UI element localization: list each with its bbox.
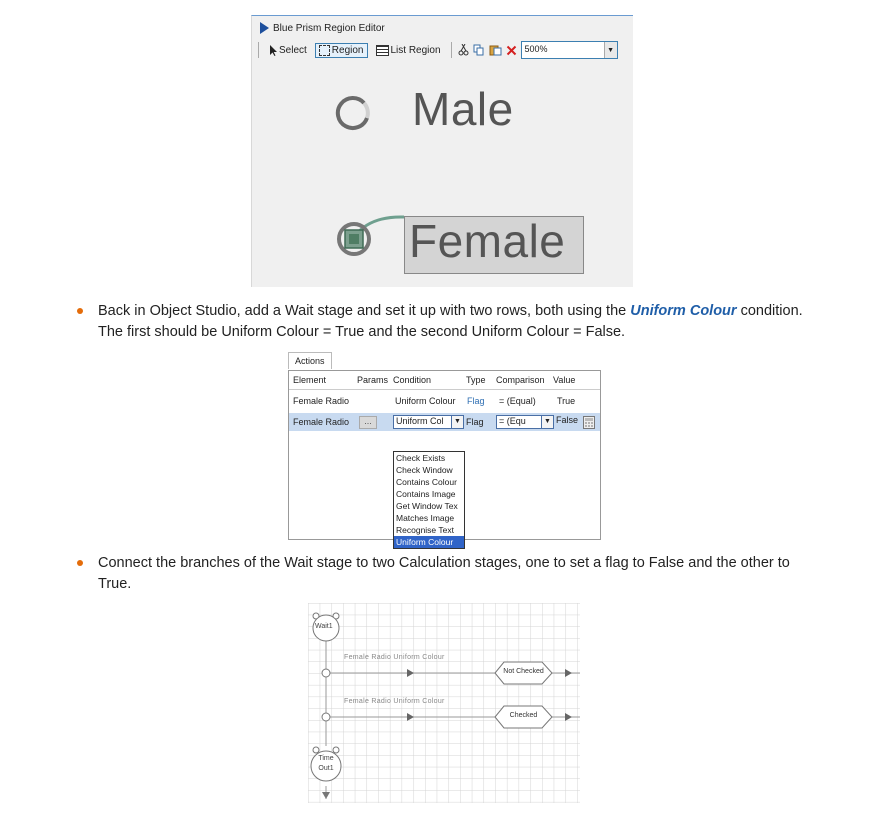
header-type: Type: [466, 375, 486, 385]
timeout-label-line1: Time: [318, 755, 334, 762]
branch-1-label: Female Radio Uniform Colour: [344, 654, 445, 661]
list-item[interactable]: Get Window Tex: [396, 501, 458, 511]
row1-condition: Uniform Colour: [395, 396, 456, 406]
calculator-icon[interactable]: [583, 416, 595, 429]
calc-checked-label: Checked: [509, 712, 538, 719]
condition-dropdown-list[interactable]: [393, 451, 465, 549]
grid-header-row: [289, 371, 600, 390]
actions-grid: [288, 370, 601, 547]
delete-x-icon[interactable]: [506, 45, 517, 56]
row2-comparison: = (Equ: [499, 416, 526, 426]
bullet-1-highlight: Uniform Colour: [630, 303, 737, 319]
header-params: Params: [357, 375, 389, 385]
header-condition: Condition: [393, 375, 432, 385]
list-region-tool-label: List Region: [390, 44, 441, 56]
timeout-label-line2: Out1: [318, 765, 334, 772]
blue-prism-logo-icon: [260, 22, 269, 34]
cut-scissors-icon[interactable]: [458, 44, 469, 56]
list-item-selected[interactable]: Uniform Colour: [394, 536, 464, 548]
region-editor-titlebar: [260, 22, 385, 34]
zoom-level-select[interactable]: [521, 41, 618, 59]
list-item[interactable]: Contains Colour: [396, 477, 457, 487]
header-comparison: Comparison: [496, 375, 545, 385]
region-editor-window: [251, 15, 633, 287]
cursor-arrow-icon: [269, 45, 277, 56]
bullet-1-text-b: condition. The first should be Uniform Colour = True and the second Uniform Colour = False.: [98, 303, 803, 340]
copy-icon[interactable]: [473, 44, 485, 56]
process-flow-diagram[interactable]: [308, 603, 580, 803]
row2-value: False: [556, 415, 579, 425]
list-item[interactable]: Recognise Text: [396, 525, 454, 535]
row2-condition: Uniform Col: [396, 416, 444, 426]
toolbar-separator: [451, 42, 452, 58]
select-tool-button[interactable]: [265, 43, 311, 58]
bullet-dot: [77, 308, 83, 314]
bullet-1-text-a: Back in Object Studio, add a Wait stage and set it up with two rows, both using the: [98, 303, 631, 319]
timeout-stage-icon[interactable]: [311, 747, 341, 781]
bullet-dot: [77, 560, 83, 566]
list-region-icon: [376, 45, 389, 56]
comparison-combobox[interactable]: [496, 415, 554, 429]
region-editor-toolbar: [256, 40, 618, 60]
select-tool-label: Select: [279, 44, 307, 56]
row2-type: Flag: [466, 417, 484, 427]
calc-not-checked-label: Not Checked: [503, 668, 544, 675]
table-row[interactable]: [289, 392, 600, 410]
header-element: Element: [293, 375, 327, 385]
tab-actions[interactable]: Actions: [288, 352, 332, 369]
toolbar-separator: [258, 42, 259, 58]
row1-type: Flag: [467, 396, 485, 406]
list-item[interactable]: Matches Image: [396, 513, 455, 523]
paste-icon[interactable]: [489, 44, 502, 56]
header-value: Value: [553, 375, 576, 385]
list-region-tool-button[interactable]: [372, 43, 445, 58]
branch-2-label: Female Radio Uniform Colour: [344, 698, 445, 705]
list-item[interactable]: Check Window: [396, 465, 453, 475]
bullet-2-text: Connect the branches of the Wait stage to two Calculation stages, one to set a flag to False and the other to True.: [98, 555, 790, 592]
region-tool-button[interactable]: [315, 43, 368, 58]
region-tool-label: Region: [331, 44, 364, 56]
list-item[interactable]: Check Exists: [396, 453, 446, 463]
radio-selected-icon: [334, 219, 374, 259]
params-ellipsis-button[interactable]: ...: [359, 416, 377, 429]
female-radio-label: Female: [409, 215, 566, 267]
region-editor-canvas[interactable]: [252, 64, 633, 287]
male-radio-label: Male: [412, 83, 514, 135]
list-item[interactable]: Contains Image: [396, 489, 456, 499]
instruction-bullet-2: [86, 553, 826, 595]
region-dashed-box-icon: [319, 45, 330, 56]
wait-stage-label: Wait1: [315, 623, 333, 630]
instruction-bullet-1: [86, 301, 826, 343]
chevron-down-icon[interactable]: ▼: [541, 416, 553, 428]
row2-element: Female Radio: [293, 417, 350, 427]
wait-stage-actions-panel: [286, 352, 602, 547]
chevron-down-icon[interactable]: ▼: [451, 416, 463, 428]
row1-value: True: [557, 396, 576, 406]
chevron-down-icon[interactable]: ▼: [604, 42, 617, 58]
table-row[interactable]: [289, 413, 600, 431]
condition-combobox[interactable]: [393, 415, 464, 429]
zoom-level-value: 500%: [524, 44, 548, 54]
region-editor-title: Blue Prism Region Editor: [273, 22, 385, 34]
row1-element: Female Radio: [293, 396, 350, 406]
row1-comparison: = (Equal): [499, 396, 536, 406]
